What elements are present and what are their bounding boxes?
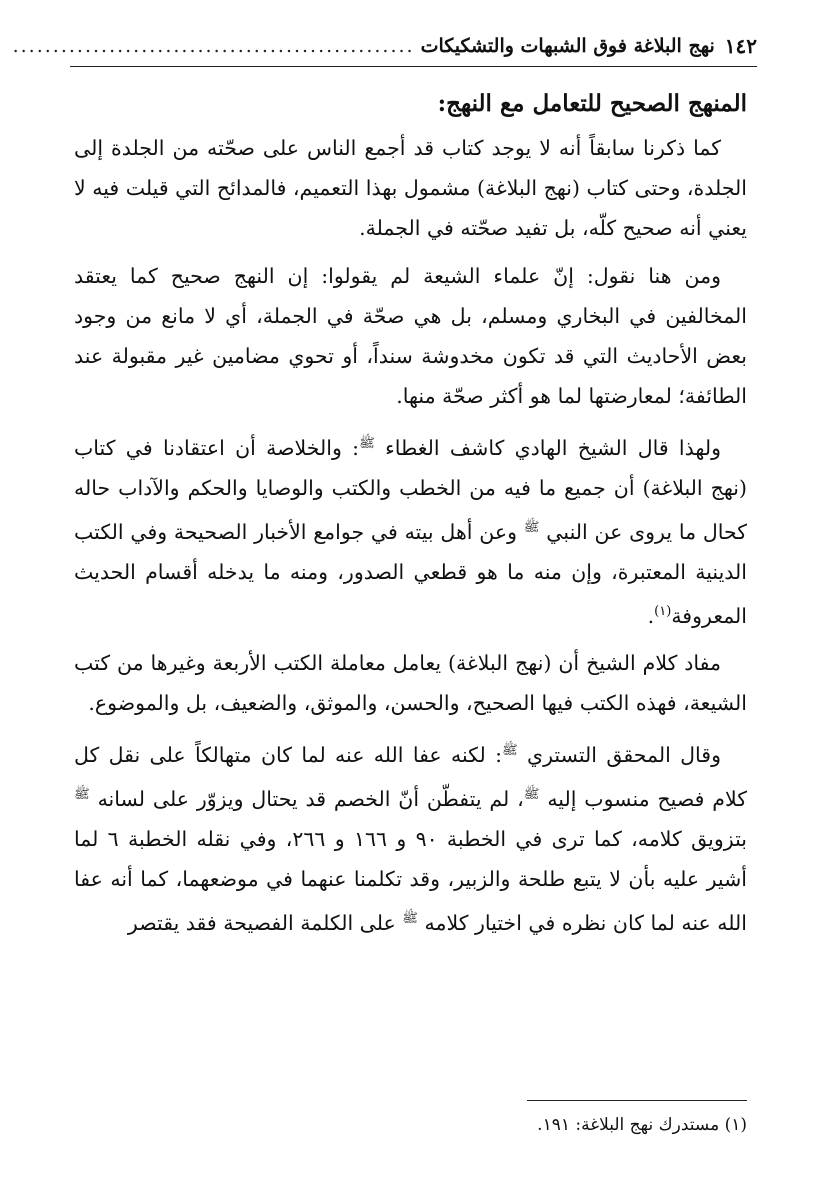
paragraph-4: مفاد كلام الشيخ أن (نهج البلاغة) يعامل معاملة الكتب الأربعة وغيرها من كتب الشيعة، فهذه الكتب فيها الصحيح، والحسن، والموثق، والضعيف، بل والموضوع. (74, 651, 747, 716)
footnote-1: (١) مستدرك نهج البلاغة: ١٩١. (537, 1115, 747, 1135)
paragraph-5-text-d: بتزويق كلامه، كما ترى في الخطبة ٩٠ و ١٦٦ و ٢٦٦، وفي نقله الخطبة ٦ لما أشير عليه بأن لا يتبع طلحة والزبير، وقد تكلمنا عنهما في موضعهما، كما أنه عفا الله عنه لما كان نظره في اختيار كلامه (74, 827, 747, 935)
honorific-glyph: ﷺ (402, 911, 418, 927)
page-number: ١٤٢ (724, 34, 757, 58)
paragraph-5-text-c: ، لم يتفطّن أنّ الخصم قد يحتال ويزوّر على لسانه (97, 787, 524, 812)
running-title: نهج البلاغة فوق الشبهات والتشكيكات (420, 35, 715, 57)
honorific-glyph: ﷺ (523, 787, 540, 803)
honorific-glyph: ﷺ (359, 436, 375, 451)
running-header (12, 26, 757, 67)
paragraph-3-text-d: . (647, 603, 655, 628)
paragraph-3-text-c: وعن أهل بيته في جوامع الأخبار الصحيحة وفي الكتب الدينية المعتبرة، وإن منه ما هو قطعي الصدور، ومنه ما يدخله أقسام الحديث المعروفة (74, 519, 747, 628)
header-dot-leader: .................................................. (12, 35, 415, 57)
footnote-divider (527, 1100, 747, 1101)
paragraph-5-text-a: وقال المحقق التستري (527, 743, 721, 768)
footnote-reference[interactable]: (١) (654, 603, 672, 619)
honorific-glyph: ﷺ (74, 787, 90, 803)
paragraph-3 (74, 424, 747, 635)
main-content (74, 86, 747, 951)
paragraph-5-text-b: : لكنه عفا الله عنه لما كان متهالكاً على نقل كل كلام فصيح منسوب إليه (74, 743, 747, 812)
paragraph-3-text-b: : والخلاصة أن اعتقادنا في كتاب (نهج البلاغة) أن جميع ما فيه من الخطب والكتب والوصايا والحكم والآداب حاله كحال ما يروى عن النبي (74, 435, 748, 544)
paragraph-5 (74, 731, 747, 942)
paragraph-1: كما ذكرنا سابقاً أنه لا يوجد كتاب قد أجمع الناس على صحّته من الجلدة إلى الجلدة، وحتى كتاب (نهج البلاغة) مشمول بهذا التعميم، فالمدائح التي قيلت فيه لا يعني أنه صحيح كلّه، بل تفيد صحّته في الجملة. (74, 136, 747, 240)
honorific-glyph: ﷺ (523, 519, 540, 535)
paragraph-5-text-e: على الكلمة الفصيحة فقد يقتصر (127, 910, 403, 935)
paragraph-2: ومن هنا نقول: إنّ علماء الشيعة لم يقولوا: إن النهج صحيح كما يعتقد المخالفين في البخاري ومسلم، بل هي صحّة في الجملة، أي لا مانع من وجود بعض الأحاديث التي قد تكون مخدوشة سنداً، أو تحوي مضامين غير مقبولة عند الطائفة؛ لمعارضتها لما هو أكثر صحّة منها. (74, 264, 747, 408)
honorific-glyph: ﷺ (501, 743, 518, 759)
paragraph-3-text-a: ولهذا قال الشيخ الهادي كاشف الغطاء (385, 435, 721, 460)
section-heading: المنهج الصحيح للتعامل مع النهج: (437, 90, 747, 117)
